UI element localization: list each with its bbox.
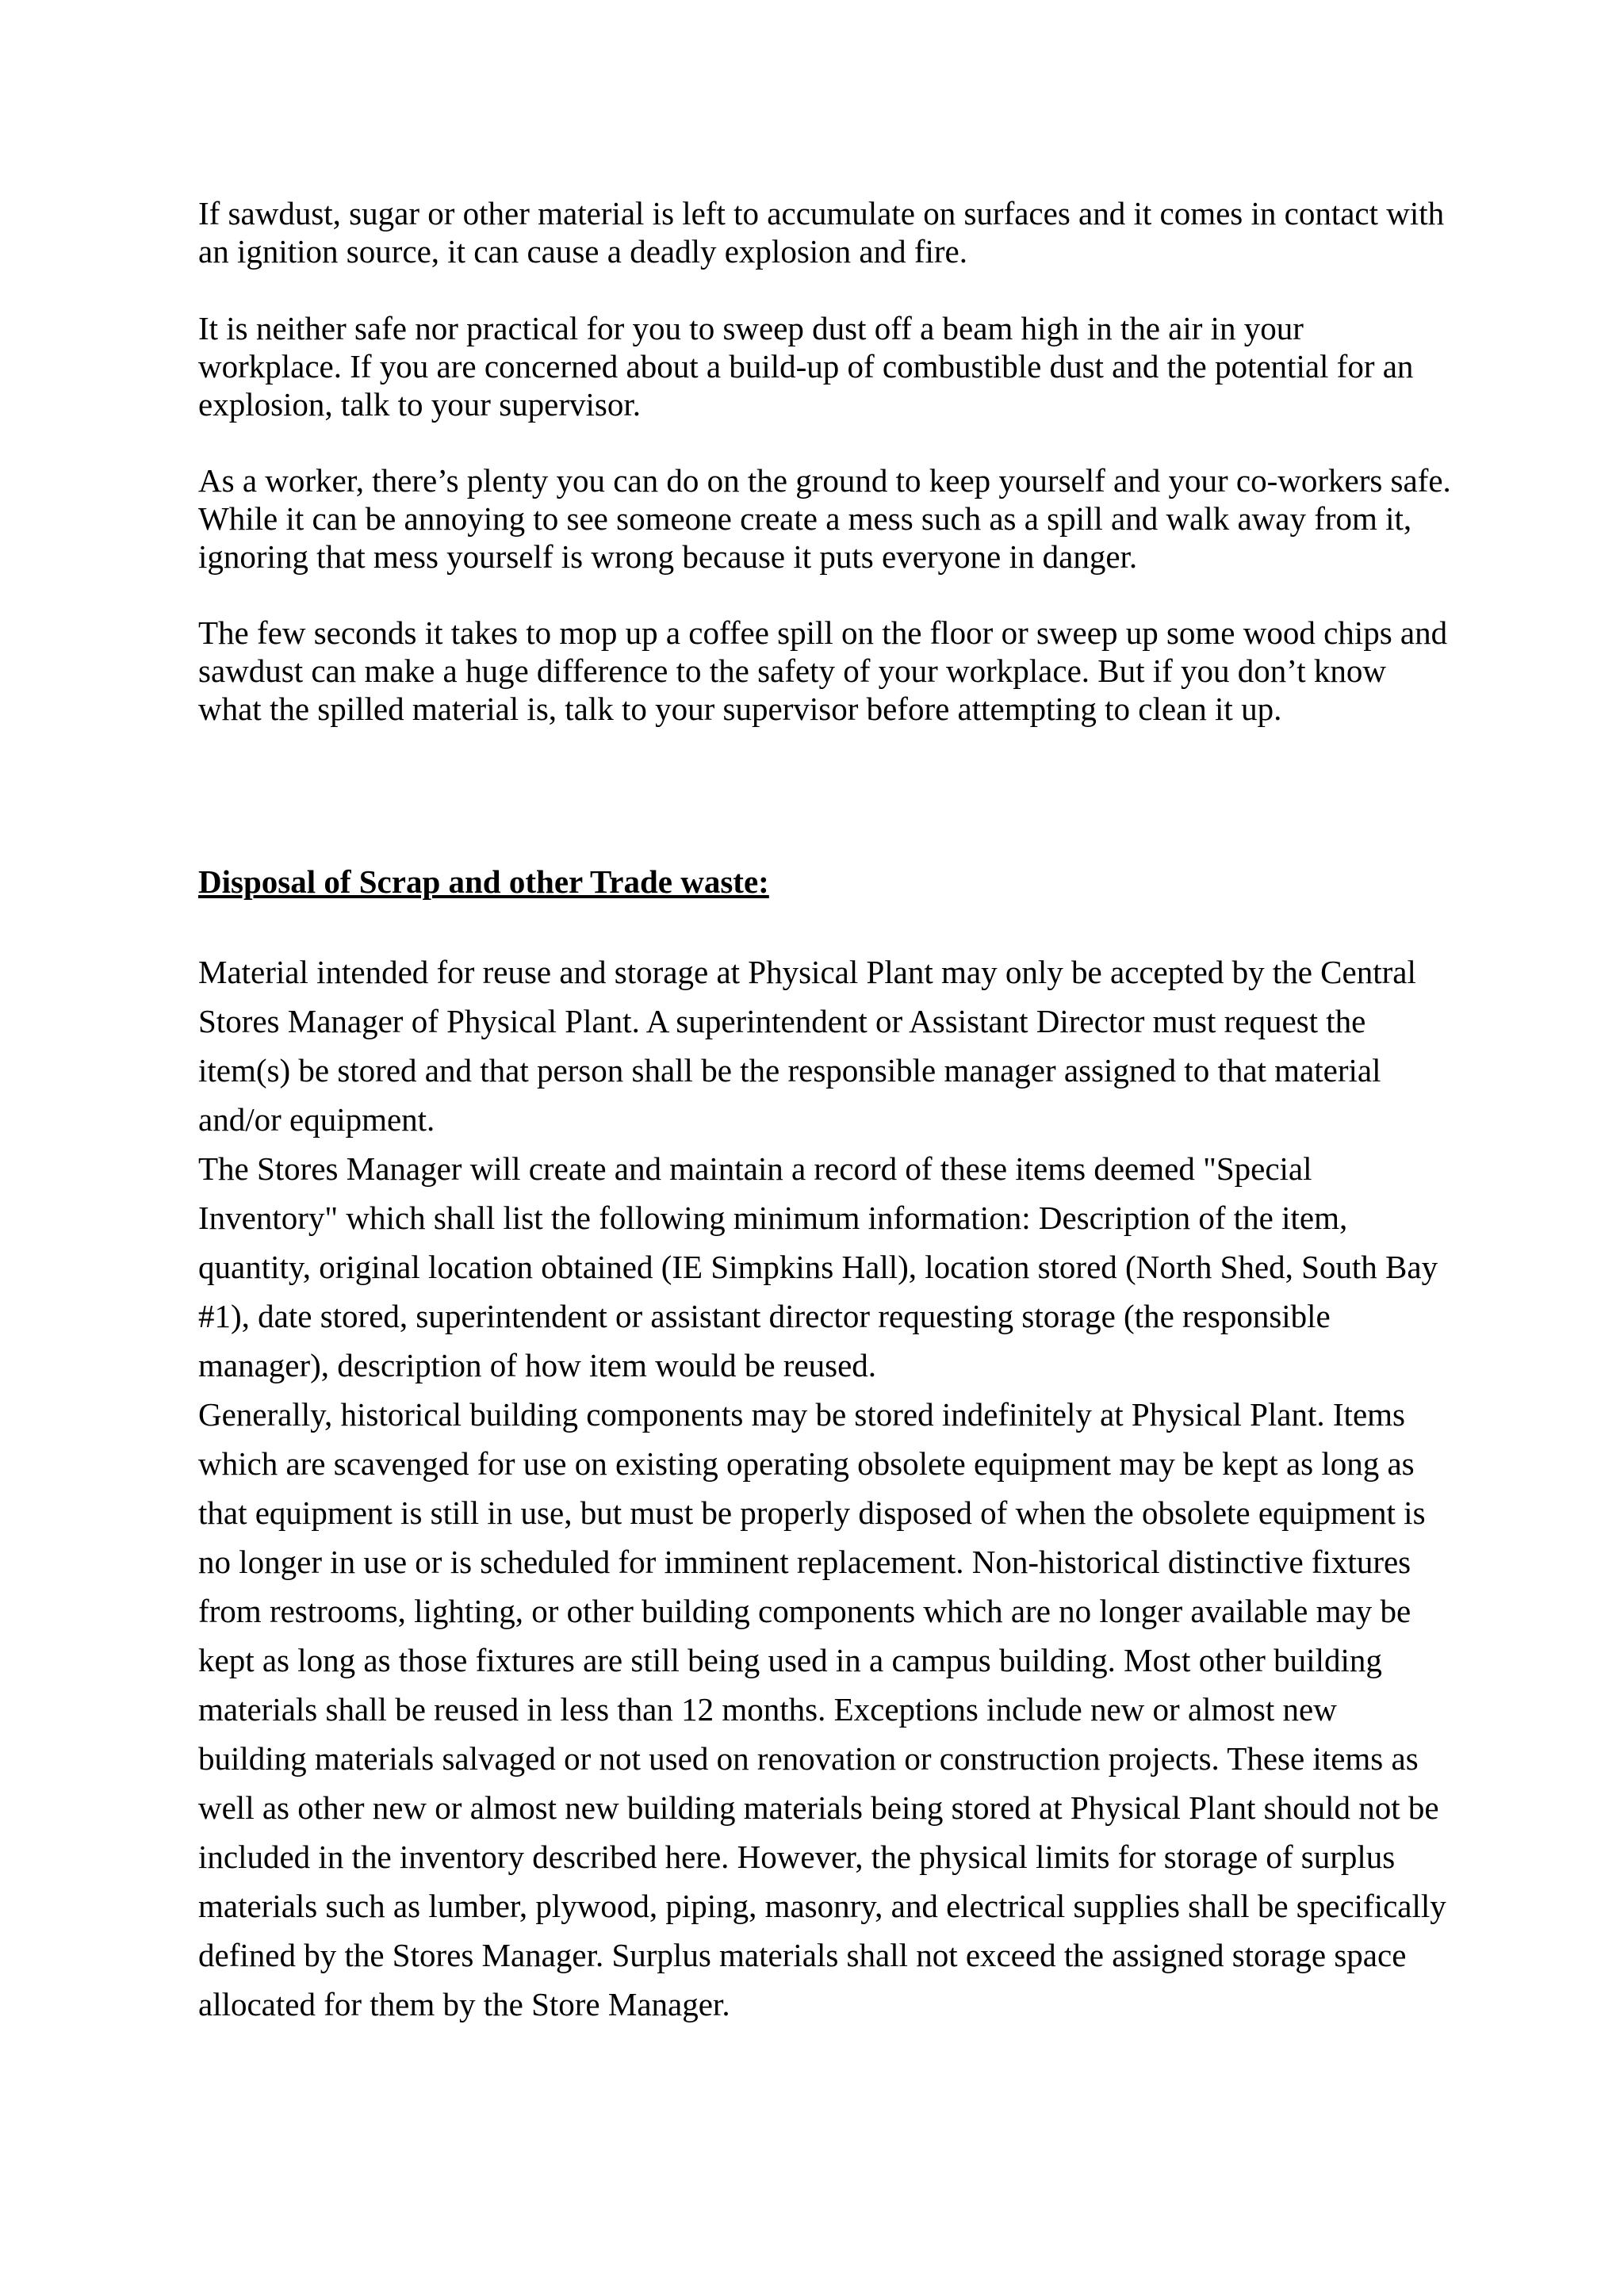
paragraph-spill-cleanup: The few seconds it takes to mop up a coffee spill on the floor or sweep up some wood chips and sawdust can make a huge difference to the safety of your workplace. But if you don’t know what the spilled material is, talk to your supervisor before attempting to clean it up. <box>198 614 1448 727</box>
document-page <box>198 194 1451 2022</box>
paragraph-storage-rules: Generally, historical building components may be stored indefinitely at Physical Plant. Items which are scavenged for use on existing operating obsolete equipment may be kept as long as that equipment is still in use, but must be properly disposed of when the obsolete equipment is no longer in use or is scheduled for imminent replacement. Non-historical distinctive fixtures from restrooms, lighting, or other building components which are no longer available may be kept as long as those fixtures are still being used in a campus building. Most other building materials shall be reused in less than 12 months. Exceptions include new or almost new building materials salvaged or not used on renovation or construction projects. These items as well as other new or almost new building materials being stored at Physical Plant should not be included in the inventory described here. However, the physical limits for storage of surplus materials such as lumber, plywood, piping, masonry, and electrical supplies shall be specifically defined by the Stores Manager. Surplus materials shall not exceed the assigned storage space allocated for them by the Store Manager. <box>198 1396 1446 2022</box>
section-heading: Disposal of Scrap and other Trade waste: <box>198 863 769 900</box>
paragraph-special-inventory: The Stores Manager will create and maintain a record of these items deemed "Special Inventory" which shall list the following minimum information: Description of the item, quantity, original location obtained (IE Simpkins Hall), location stored (North Shed, South Bay #1), date stored, superintendent or assistant director requesting storage (the responsible manager), description of how item would be reused. <box>198 1150 1438 1383</box>
paragraph-dust-explosion: If sawdust, sugar or other material is left to accumulate on surfaces and it comes in contact with an ignition source, it can cause a deadly explosion and fire. <box>198 195 1445 270</box>
paragraph-material-reuse: Material intended for reuse and storage at Physical Plant may only be accepted by the Central Stores Manager of Physical Plant. A superintendent or Assistant Director must request the item(s) be stored and that person shall be the responsible manager assigned to that material and/or equipment. <box>198 954 1416 1138</box>
section-body <box>198 947 1451 2029</box>
paragraph-beam-dust: It is neither safe nor practical for you to sweep dust off a beam high in the air in your workplace. If you are concerned about a build-up of combustible dust and the potential for an explosion, talk to your supervisor. <box>198 310 1414 423</box>
paragraph-worker-safety: As a worker, there’s plenty you can do on the ground to keep yourself and your co-workers safe. While it can be annoying to see someone create a mess such as a spill and walk away from it, ignoring that mess yourself is wrong because it puts everyone in danger. <box>198 462 1451 575</box>
